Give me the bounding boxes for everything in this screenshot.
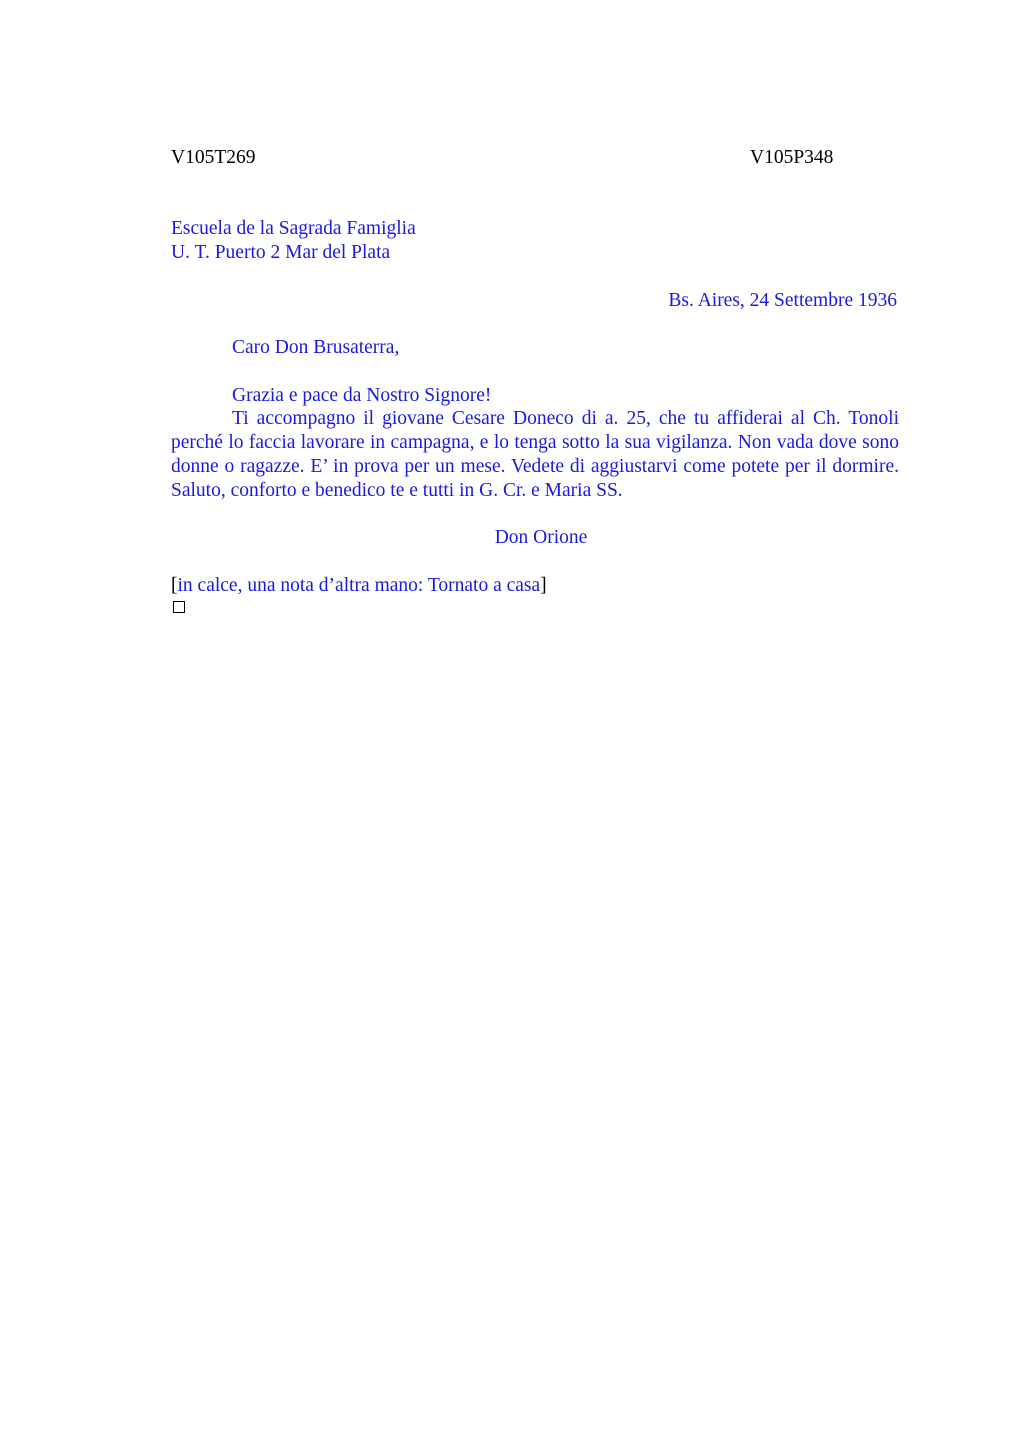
letter-body: Ti accompagno il giovane Cesare Doneco di a. 25, che tu affiderai al Ch. Tonoli perché lo faccia lavorare in campagna, e lo tenga sotto la sua vigilanza. Non vada dove sono donne o ragazze. E’ in prova per un mese. Vedete di aggiustarvi come potete per il dormire. Saluto, conforto e benedico te e tutti in G. Cr. e Maria SS. [171,408,899,501]
footnote [171,574,547,598]
archive-code-right: V105P348 [750,147,834,168]
archive-code-left: V105T269 [171,147,256,168]
salutation: Caro Don Brusaterra, [232,337,400,358]
address-line-2: U. T. Puerto 2 Mar del Plata [171,242,391,263]
greeting: Grazia e pace da Nostro Signore! [232,385,492,406]
signature: Don Orione [494,527,588,548]
footnote-close-bracket: ] [540,575,547,596]
dateline: Bs. Aires, 24 Settembre 1936 [668,290,897,311]
footnote-text: in calce, una nota d’altra mano: Tornato a casa [177,575,541,596]
footnote-open-bracket: [ [171,575,178,596]
empty-square-glyph [173,601,185,613]
address-line-1: Escuela de la Sagrada Famiglia [171,218,416,239]
